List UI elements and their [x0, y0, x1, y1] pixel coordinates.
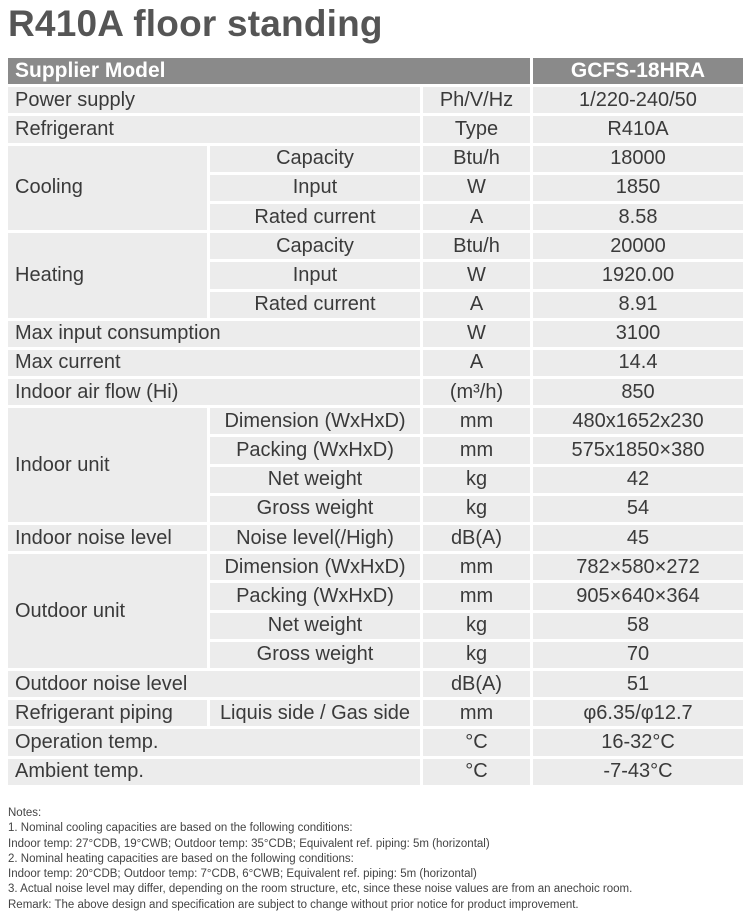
refrigerant-value: R410A	[533, 116, 746, 145]
power-supply-label: Power supply	[8, 87, 423, 116]
note-line: 3. Actual noise level may differ, depending on the room structure, etc, since these noise values are from an anechoic room.	[8, 883, 633, 896]
power-supply-value: 1/220-240/50	[533, 87, 746, 116]
indoor-noise-sub: Noise level(/High)	[210, 525, 423, 554]
refrigerant-unit: Type	[423, 116, 533, 145]
piping-sub: Liquis side / Gas side	[210, 700, 423, 729]
indoor-noise-value: 45	[533, 525, 746, 554]
indoor-dimension-unit: mm	[423, 408, 533, 437]
outdoor-gross-weight-label: Gross weight	[210, 642, 423, 671]
heating-current-unit: A	[423, 292, 533, 321]
outdoor-noise-label: Outdoor noise level	[8, 671, 423, 700]
outdoor-dimension-value: 782×580×272	[533, 554, 746, 583]
operation-temp-unit: °C	[423, 729, 533, 758]
header-label: Supplier Model	[8, 58, 533, 87]
header-model: GCFS-18HRA	[533, 58, 746, 87]
outdoor-packing-label: Packing (WxHxD)	[210, 583, 423, 612]
heating-capacity-unit: Btu/h	[423, 233, 533, 262]
indoor-noise-unit: dB(A)	[423, 525, 533, 554]
outdoor-gross-weight-unit: kg	[423, 642, 533, 671]
indoor-noise-label: Indoor noise level	[8, 525, 210, 554]
cooling-capacity-unit: Btu/h	[423, 146, 533, 175]
note-remark: Remark: The above design and specification are subject to change without prior notice for product improvement.	[8, 898, 579, 911]
outdoor-net-weight-value: 58	[533, 613, 746, 642]
indoor-dimension-value: 480x1652x230	[533, 408, 746, 437]
heating-input-label: Input	[210, 262, 423, 291]
max-current-value: 14.4	[533, 350, 746, 379]
power-supply-unit: Ph/V/Hz	[423, 87, 533, 116]
note-line: Indoor temp: 27°CDB, 19°CWB; Outdoor temp: 35°CDB; Equivalent ref. piping: 5m (horizontal)	[8, 837, 490, 850]
note-line: 2. Nominal heating capacities are based on the following conditions:	[8, 852, 354, 865]
outdoor-noise-unit: dB(A)	[423, 671, 533, 700]
indoor-packing-label: Packing (WxHxD)	[210, 437, 423, 466]
indoor-dimension-label: Dimension (WxHxD)	[210, 408, 423, 437]
outdoor-gross-weight-value: 70	[533, 642, 746, 671]
ambient-temp-label: Ambient temp.	[8, 759, 423, 788]
piping-unit: mm	[423, 700, 533, 729]
heating-label: Heating	[8, 233, 210, 321]
cooling-current-value: 8.58	[533, 204, 746, 233]
max-current-unit: A	[423, 350, 533, 379]
cooling-input-unit: W	[423, 175, 533, 204]
heating-current-value: 8.91	[533, 292, 746, 321]
operation-temp-label: Operation temp.	[8, 729, 423, 758]
air-flow-value: 850	[533, 379, 746, 408]
indoor-packing-value: 575x1850×380	[533, 437, 746, 466]
outdoor-dimension-label: Dimension (WxHxD)	[210, 554, 423, 583]
indoor-gross-weight-value: 54	[533, 496, 746, 525]
cooling-input-label: Input	[210, 175, 423, 204]
spec-table	[8, 58, 746, 788]
max-input-unit: W	[423, 321, 533, 350]
refrigerant-label: Refrigerant	[8, 116, 423, 145]
indoor-net-weight-value: 42	[533, 467, 746, 496]
cooling-input-value: 1850	[533, 175, 746, 204]
indoor-gross-weight-label: Gross weight	[210, 496, 423, 525]
piping-value: φ6.35/φ12.7	[533, 700, 746, 729]
outdoor-unit-label: Outdoor unit	[8, 554, 210, 671]
air-flow-unit: (m³/h)	[423, 379, 533, 408]
cooling-label: Cooling	[8, 146, 210, 234]
outdoor-net-weight-unit: kg	[423, 613, 533, 642]
notes-heading: Notes:	[8, 807, 42, 819]
outdoor-noise-value: 51	[533, 671, 746, 700]
outdoor-dimension-unit: mm	[423, 554, 533, 583]
indoor-net-weight-unit: kg	[423, 467, 533, 496]
max-input-label: Max input consumption	[8, 321, 423, 350]
cooling-capacity-value: 18000	[533, 146, 746, 175]
outdoor-net-weight-label: Net weight	[210, 613, 423, 642]
max-input-value: 3100	[533, 321, 746, 350]
ambient-temp-value: -7-43°C	[533, 759, 746, 788]
ambient-temp-unit: °C	[423, 759, 533, 788]
notes	[8, 806, 632, 913]
page-title: R410A floor standing	[8, 3, 383, 44]
cooling-current-unit: A	[423, 204, 533, 233]
outdoor-packing-value: 905×640×364	[533, 583, 746, 612]
cooling-capacity-label: Capacity	[210, 146, 423, 175]
operation-temp-value: 16-32°C	[533, 729, 746, 758]
piping-label: Refrigerant piping	[8, 700, 210, 729]
heating-input-unit: W	[423, 262, 533, 291]
cooling-current-label: Rated current	[210, 204, 423, 233]
heating-capacity-value: 20000	[533, 233, 746, 262]
max-current-label: Max current	[8, 350, 423, 379]
note-line: Indoor temp: 20°CDB; Outdoor temp: 7°CDB, 6°CWB; Equivalent ref. piping: 5m (horizontal)	[8, 868, 477, 881]
indoor-unit-label: Indoor unit	[8, 408, 210, 525]
air-flow-label: Indoor air flow (Hi)	[8, 379, 423, 408]
indoor-packing-unit: mm	[423, 437, 533, 466]
heating-capacity-label: Capacity	[210, 233, 423, 262]
indoor-net-weight-label: Net weight	[210, 467, 423, 496]
note-line: 1. Nominal cooling capacities are based on the following conditions:	[8, 822, 353, 835]
heating-current-label: Rated current	[210, 292, 423, 321]
heating-input-value: 1920.00	[533, 262, 746, 291]
outdoor-packing-unit: mm	[423, 583, 533, 612]
indoor-gross-weight-unit: kg	[423, 496, 533, 525]
